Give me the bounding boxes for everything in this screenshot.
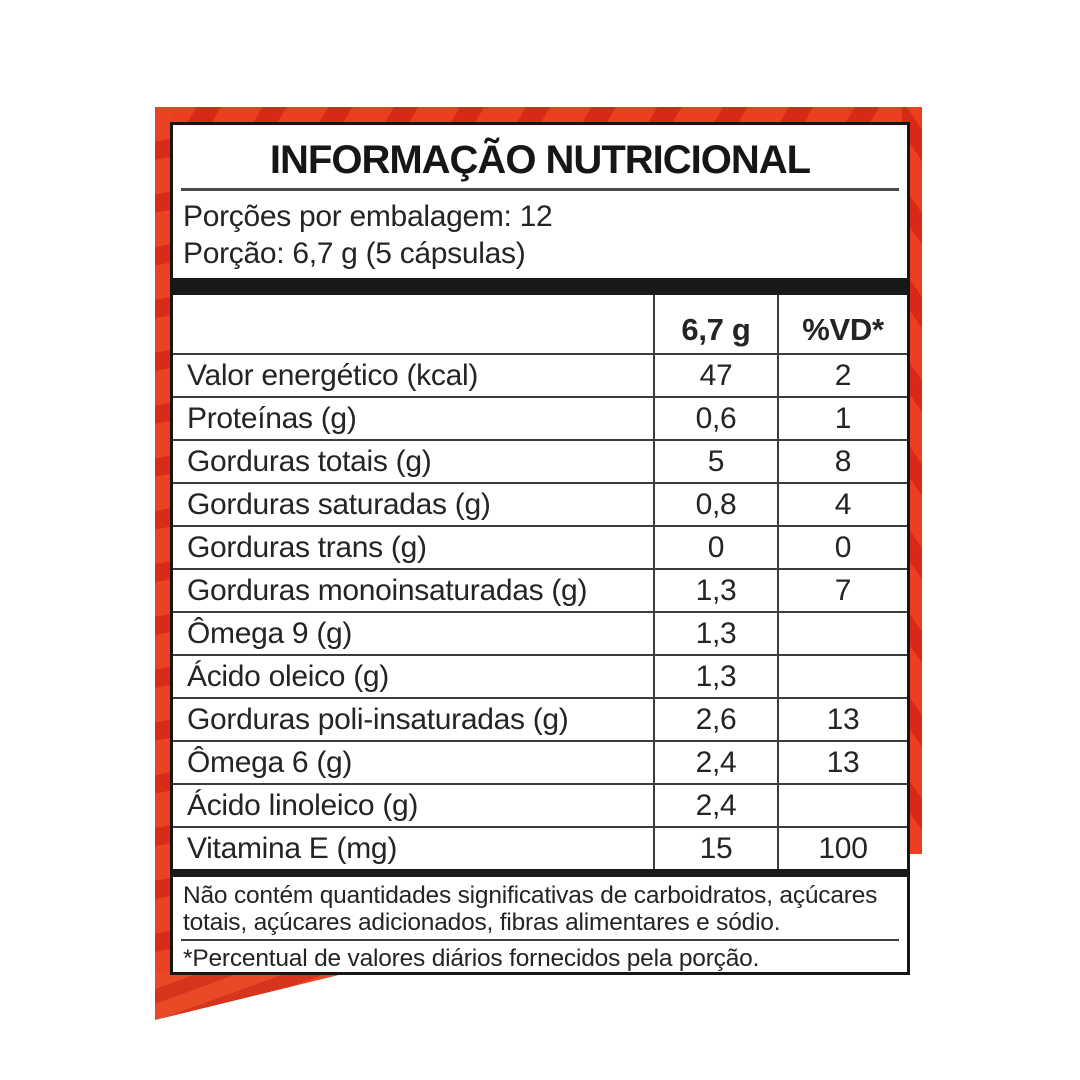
table-row <box>173 353 907 396</box>
dv-cell <box>777 613 907 654</box>
dv-cell <box>777 656 907 697</box>
nutrient-label: Gorduras trans (g) <box>187 530 427 564</box>
table-row <box>173 439 907 482</box>
nutrient-label: Valor energético (kcal) <box>187 358 479 392</box>
amount-cell: 1,3 <box>653 570 777 611</box>
dv-cell: 4 <box>777 484 907 525</box>
nutrient-label: Ácido linoleico (g) <box>187 788 419 822</box>
table-bottom-bar <box>173 869 907 877</box>
amount-cell: 5 <box>653 441 777 482</box>
dv-cell: 7 <box>777 570 907 611</box>
nutrient-label: Ômega 6 (g) <box>187 745 353 779</box>
table-row <box>173 826 907 869</box>
amount-cell: 0,6 <box>653 398 777 439</box>
table-row <box>173 396 907 439</box>
nutrient-label: Gorduras totais (g) <box>187 444 432 478</box>
amount-cell: 1,3 <box>653 613 777 654</box>
nutrient-label: Gorduras monoinsaturadas (g) <box>187 573 588 607</box>
nutrition-facts-panel <box>170 122 910 975</box>
nutrient-label: Ácido oleico (g) <box>187 659 389 693</box>
nutrient-label: Ômega 9 (g) <box>187 616 353 650</box>
serving-info <box>173 191 907 278</box>
table-row <box>173 697 907 740</box>
table-row <box>173 568 907 611</box>
amount-column-header: 6,7 g <box>653 295 777 353</box>
amount-cell: 2,4 <box>653 742 777 783</box>
dv-cell: 0 <box>777 527 907 568</box>
servings-per-package: Porções por embalagem: 12 <box>183 200 553 233</box>
header-spacer <box>173 295 653 353</box>
dv-cell: 1 <box>777 398 907 439</box>
serving-size: Porção: 6,7 g (5 cápsulas) <box>183 237 526 270</box>
nutrient-label: Vitamina E (mg) <box>187 831 398 865</box>
table-header-row <box>173 295 907 353</box>
dv-cell: 2 <box>777 355 907 396</box>
amount-cell: 1,3 <box>653 656 777 697</box>
dv-cell <box>777 785 907 826</box>
amount-cell: 2,6 <box>653 699 777 740</box>
daily-values-footnote: *Percentual de valores diários fornecidos pela porção. <box>183 945 760 972</box>
table-row <box>173 740 907 783</box>
table-row <box>173 783 907 826</box>
dv-cell: 13 <box>777 699 907 740</box>
no-significant-amounts-note: Não contém quantidades significativas de carboidratos, açúcares totais, açúcares adicionados, fibras alimentares e sódio. <box>183 882 878 936</box>
table-row <box>173 611 907 654</box>
table-row <box>173 525 907 568</box>
amount-cell: 15 <box>653 828 777 869</box>
nutrient-label: Gorduras saturadas (g) <box>187 487 491 521</box>
dv-cell: 8 <box>777 441 907 482</box>
table-top-bar <box>173 278 907 295</box>
dv-cell: 13 <box>777 742 907 783</box>
nutrient-label: Proteínas (g) <box>187 401 357 435</box>
amount-cell: 47 <box>653 355 777 396</box>
table-row <box>173 482 907 525</box>
dv-column-header: %VD* <box>777 295 907 353</box>
amount-cell: 0 <box>653 527 777 568</box>
panel-title: INFORMAÇÃO NUTRICIONAL <box>181 125 899 191</box>
amount-cell: 2,4 <box>653 785 777 826</box>
nutrition-table <box>173 295 907 869</box>
amount-cell: 0,8 <box>653 484 777 525</box>
dv-cell: 100 <box>777 828 907 869</box>
table-row <box>173 654 907 697</box>
nutrient-label: Gorduras poli-insaturadas (g) <box>187 702 569 736</box>
red-backdrop-bottom-wedge <box>155 972 351 1020</box>
